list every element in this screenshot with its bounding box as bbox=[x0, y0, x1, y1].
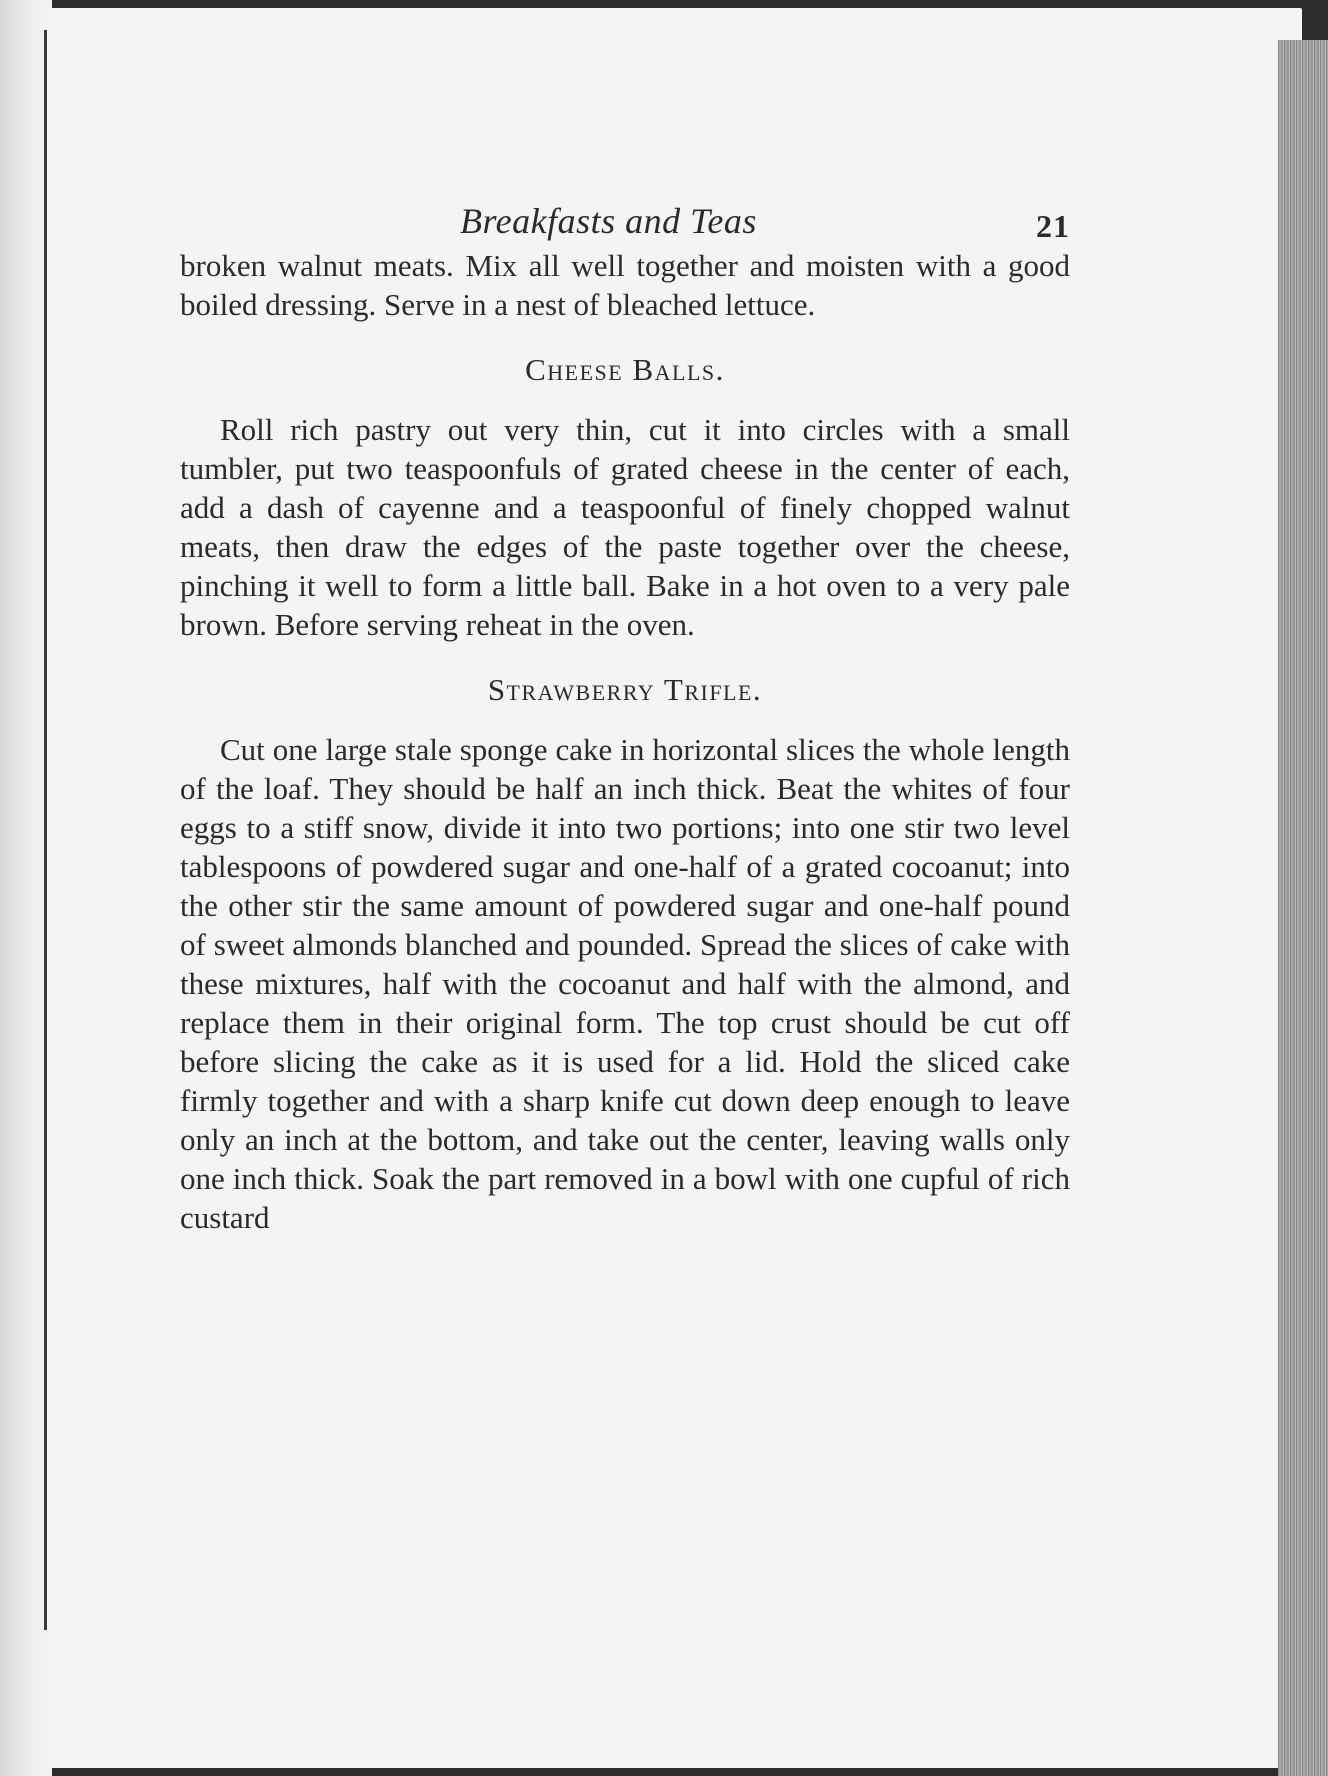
binding-edge bbox=[0, 0, 52, 1776]
page-number: 21 bbox=[1036, 208, 1070, 244]
recipe-heading-cheese-balls: Cheese Balls. bbox=[525, 352, 725, 387]
running-title: Breakfasts and Teas bbox=[460, 201, 757, 241]
recipe-body-strawberry-trifle: Cut one large stale sponge cake in horizontal slices the whole length of the loaf. They should be half an inch thick. Beat the whites of four eggs to a stiff snow, divide it into two portions; into one stir two level tablespoons of powdered sugar and one-half of a grated cocoanut; into the other stir the same amount of powdered sugar and one-half pound of sweet almonds blanched and pounded. Spread the slices of cake with these mixtures, half with the cocoanut and half with the almond, and replace them in their original form. The top crust should be cut off before slicing the cake as it is used for a lid. Hold the sliced cake firmly together and with a sharp knife cut down deep enough to leave only an inch at the bottom, and take out the center, leaving walls only one inch thick. Soak the part removed in a bowl with one cupful of rich custard bbox=[180, 732, 1070, 1235]
continued-paragraph: broken walnut meats. Mix all well together and moisten with a good boiled dressing. Serve in a nest of bleached lettuce. bbox=[180, 248, 1070, 322]
page-text-block bbox=[180, 190, 1070, 1237]
page-stack-edge bbox=[1278, 40, 1328, 1776]
running-header bbox=[180, 190, 1070, 246]
recipe-heading-strawberry-trifle: Strawberry Trifle. bbox=[487, 672, 763, 707]
recipe-body-cheese-balls: Roll rich pastry out very thin, cut it into circles with a small tumbler, put two teaspoonfuls of grated cheese in the center of each, add a dash of cayenne and a teaspoonful of finely chopped walnut meats, then draw the edges of the paste together over the cheese, pinching it well to form a little ball. Bake in a hot oven to a very pale brown. Before serving reheat in the oven. bbox=[180, 412, 1070, 642]
